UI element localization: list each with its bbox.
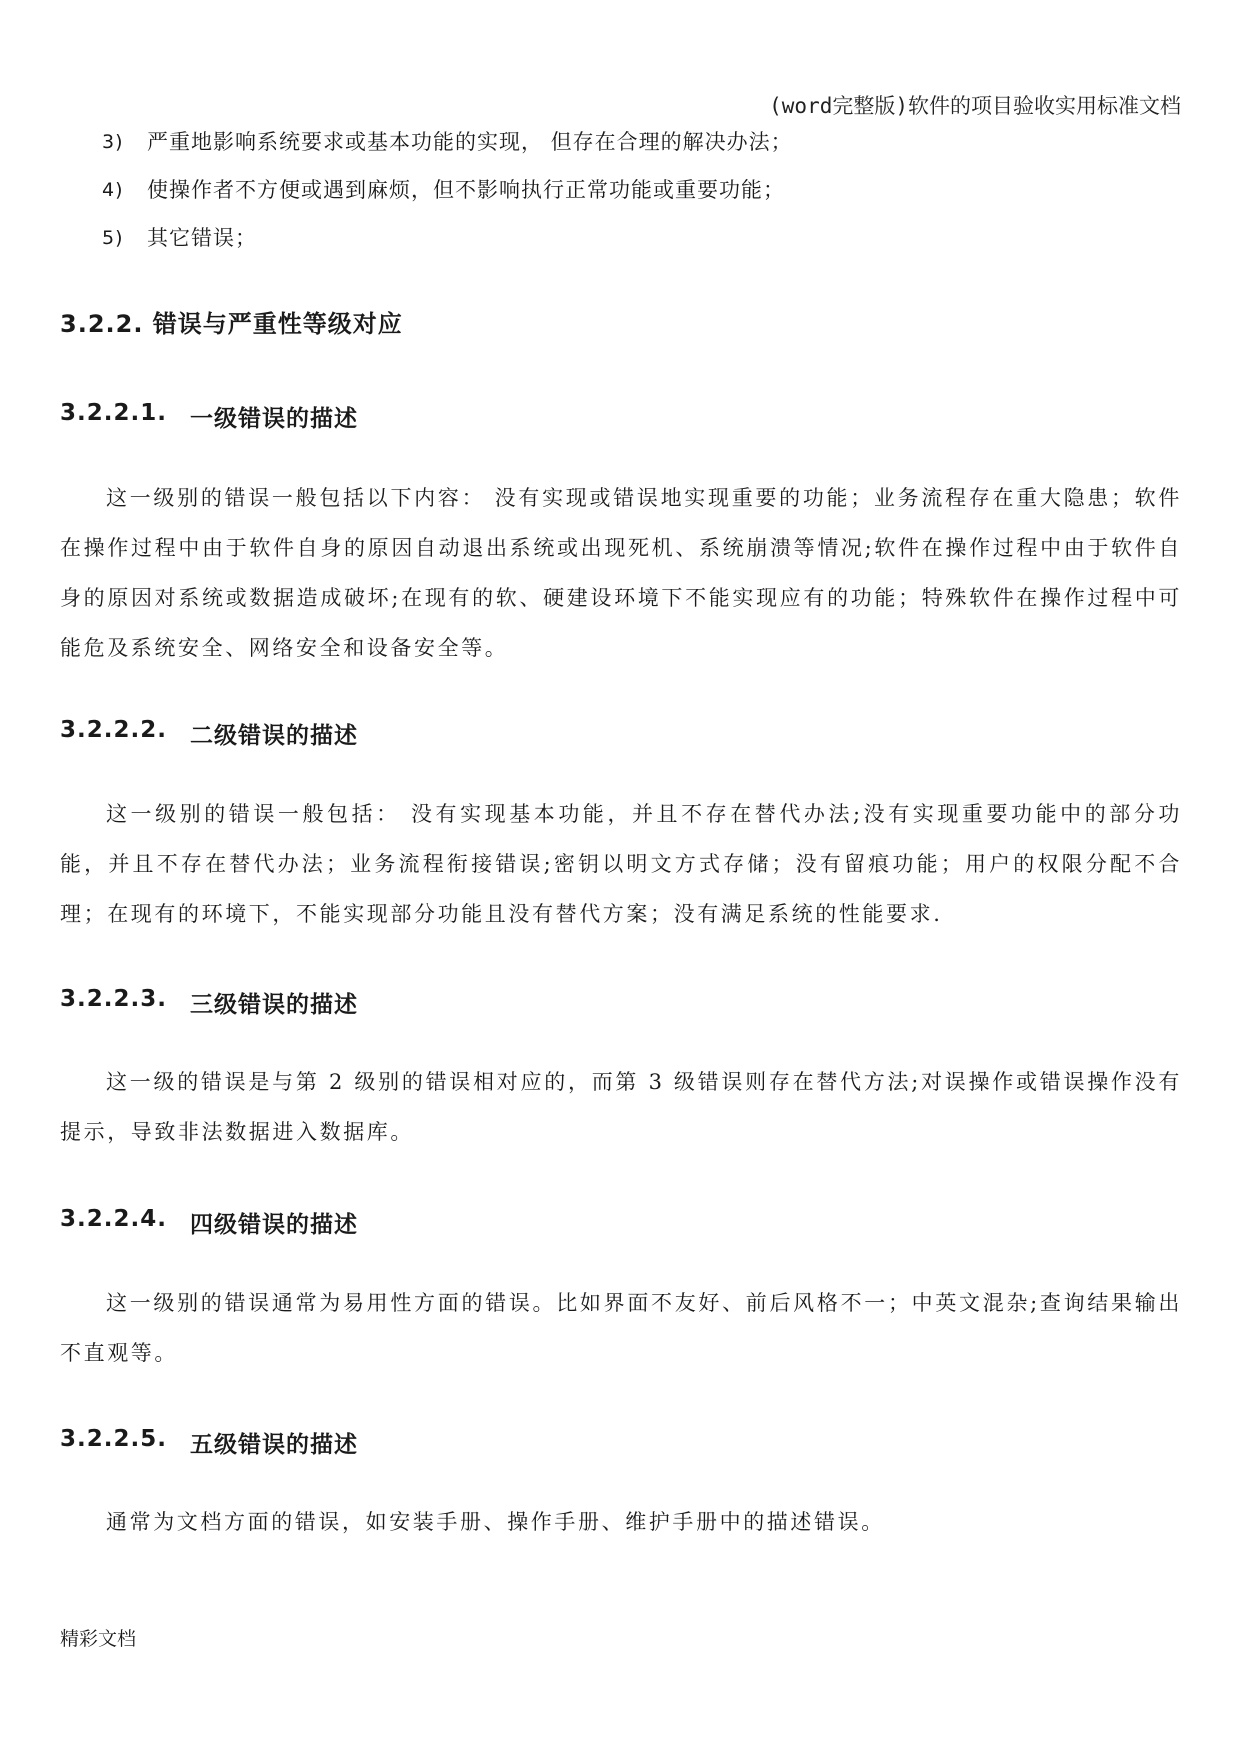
subsection-number: 3.2.2.5. <box>60 1426 167 1452</box>
subsection-title: 四级错误的描述 <box>190 1212 358 1238</box>
list-item-text: 使操作者不方便或遇到麻烦，但不影响执行正常功能或重要功能； <box>147 178 785 202</box>
intro-list <box>102 127 1202 271</box>
list-item-text: 其它错误； <box>147 226 257 250</box>
list-item-number: 5) <box>102 227 124 249</box>
list-item-number: 3) <box>102 131 124 153</box>
subsection-heading <box>60 400 358 433</box>
section-heading: 3.2.2. 错误与严重性等级对应 <box>60 310 403 338</box>
subsection-number: 3.2.2.1. <box>60 400 167 426</box>
subsection-title: 五级错误的描述 <box>190 1432 358 1458</box>
subsection-body: 这一级别的错误一般包括： 没有实现基本功能，并且不存在替代办法;没有实现重要功能中的部分功能，并且不存在替代办法；业务流程衔接错误;密钥以明文方式存储；没有留痕功能；用户的权限分配不合理；在现有的环境下，不能实现部分功能且没有替代方案；没有满足系统的性能要求. <box>60 802 1182 926</box>
list-item <box>102 175 1202 223</box>
subsection-heading <box>60 986 358 1019</box>
subsection-body: 这一级的错误是与第 2 级别的错误相对应的，而第 3 级错误则存在替代方法;对误操作或错误操作没有提示，导致非法数据进入数据库。 <box>60 1070 1182 1144</box>
subsection-title: 二级错误的描述 <box>190 723 358 749</box>
subsection-number: 3.2.2.2. <box>60 717 167 743</box>
list-item-number: 4) <box>102 179 124 201</box>
subsection-heading <box>60 717 358 750</box>
page-header: (word完整版)软件的项目验收实用标准文档 <box>769 94 1181 118</box>
list-item <box>102 223 1202 271</box>
subsection-body: 这一级别的错误通常为易用性方面的错误。比如界面不友好、前后风格不一；中英文混杂;查询结果输出不直观等。 <box>60 1291 1182 1365</box>
subsection-heading <box>60 1206 358 1239</box>
subsection-number: 3.2.2.4. <box>60 1206 167 1232</box>
subsection-number: 3.2.2.3. <box>60 986 167 1012</box>
subsection-body: 通常为文档方面的错误，如安装手册、操作手册、维护手册中的描述错误。 <box>106 1510 885 1534</box>
subsection-body: 这一级别的错误一般包括以下内容： 没有实现或错误地实现重要的功能；业务流程存在重大隐患；软件在操作过程中由于软件自身的原因自动退出系统或出现死机、系统崩溃等情况;软件在操作过程中由于软件自身的原因对系统或数据造成破坏;在现有的软、硬建设环境下不能实现应有的功能；特殊软件在操作过程中可能危及系统安全、网络安全和设备安全等。 <box>60 486 1182 660</box>
list-item <box>102 127 1202 175</box>
subsection-heading <box>60 1426 358 1459</box>
subsection-title: 三级错误的描述 <box>190 992 358 1018</box>
subsection-title: 一级错误的描述 <box>190 406 358 432</box>
page-footer: 精彩文档 <box>60 1628 137 1650</box>
list-item-text: 严重地影响系统要求或基本功能的实现， 但存在合理的解决办法； <box>147 130 793 154</box>
